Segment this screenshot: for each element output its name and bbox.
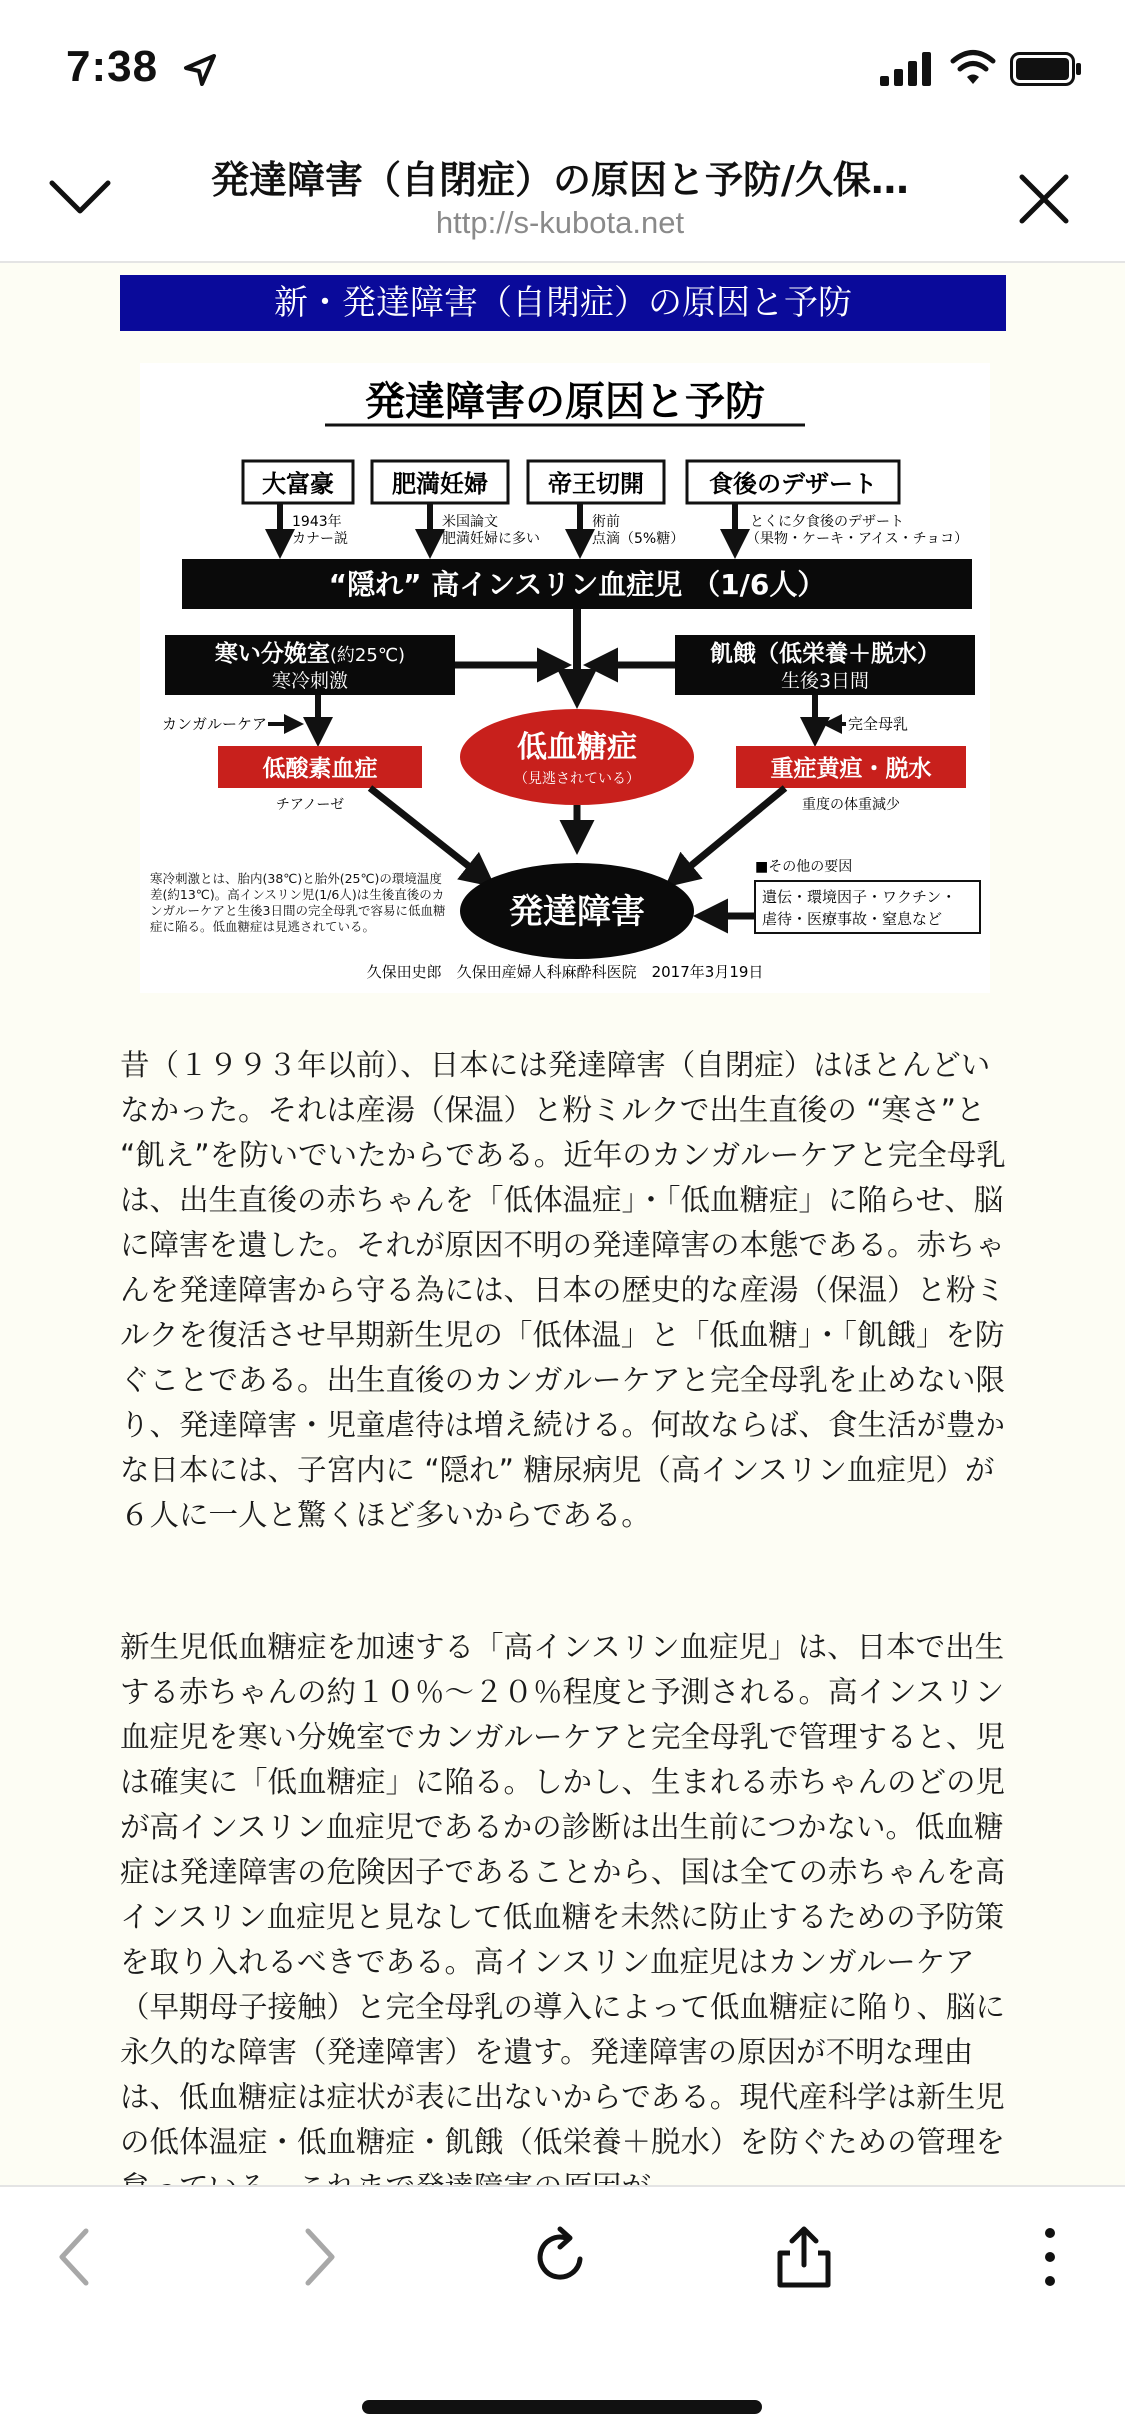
hypoxemia-label: 低酸素血症 bbox=[262, 756, 378, 782]
overlooked-label: （見逃されている） bbox=[514, 771, 640, 787]
starvation-label: 飢餓（低栄養＋脱水） bbox=[710, 641, 940, 667]
hidden-hyperinsulinemia-bar: “隠れ” 高インスリン血症児 （1/6人） bbox=[328, 568, 826, 601]
cyanosis-label: チアノーゼ bbox=[275, 797, 345, 813]
status-bar bbox=[0, 0, 1125, 135]
hypoglycemia-label: 低血糖症 bbox=[517, 730, 637, 765]
share-icon[interactable] bbox=[772, 2225, 836, 2289]
close-icon[interactable] bbox=[1018, 173, 1070, 225]
status-time: 7:38 bbox=[66, 42, 159, 91]
severe-jaundice-label: 重症黄疸・脱水 bbox=[770, 756, 932, 782]
cause-box-dessert: 食後のデザート bbox=[709, 470, 877, 498]
cold-stimulus-label: 寒冷刺激 bbox=[271, 670, 349, 692]
cause-box-obese-mother: 肥満妊婦 bbox=[392, 470, 488, 498]
cold-stimulus-note: 寒冷刺激とは、胎内(38℃)と胎外(25℃)の環境温度差(約13℃)。高インスリン児(1/6人)は生後直後のカンガルーケアと生後3日間の完全母乳で容易に低血糖症に陥る。低血糖症は見逃されている。 bbox=[150, 871, 446, 934]
signal-icon bbox=[880, 52, 932, 86]
home-indicator[interactable] bbox=[362, 2400, 762, 2414]
other-factors-title: ■その他の要因 bbox=[755, 859, 853, 875]
more-icon[interactable] bbox=[1018, 2225, 1082, 2289]
figure-title: 発達障害の原因と予防 bbox=[365, 379, 765, 425]
note-obese: 肥満妊婦に多い bbox=[442, 531, 540, 547]
note-fruit: （果物・ケーキ・アイス・チョコ） bbox=[746, 531, 969, 547]
note-us-paper: 米国論文 bbox=[442, 514, 498, 530]
reload-icon[interactable] bbox=[530, 2225, 594, 2289]
section-banner: 新・発達障害（自閉症）の原因と予防 bbox=[120, 275, 1006, 331]
article-paragraph-1: 昔（１９９３年以前）、日本には発達障害（自閉症）はほとんどいなかった。それは産湯（保温）と粉ミルクで出生直後の “寒さ”と “飢え”を防いでいたからである。近年のカンガルーケアと完全母乳は、出生直後の赤ちゃんを「低体温症」・「低血糖症」に陥らせ、脳に障害を遺した。それが原因不明の発達障害の本態である。赤ちゃんを発達障害から守る為には、日本の歴史的な産湯（保温）と粉ミルクを復活させ早期新生児の「低体温」と「低血糖」・「飢餓」を防ぐことである。出生直後のカンガルーケアと完全母乳を止めない限り、発達障害・児童虐待は増え続ける。何故ならば、食生活が豊かな日本には、子宮内に “隠れ” 糖尿病児（高インスリン血症児）が６人に一人と驚くほど多いからである。 bbox=[120, 1048, 1006, 1532]
chevron-down-icon[interactable] bbox=[48, 175, 112, 219]
battery-icon bbox=[1010, 52, 1082, 86]
weight-loss-label: 重度の体重減少 bbox=[802, 797, 900, 813]
location-arrow-icon bbox=[180, 50, 220, 90]
forward-icon[interactable] bbox=[286, 2225, 350, 2289]
wifi-icon bbox=[950, 48, 996, 86]
exclusive-breastfeeding-label: 完全母乳 bbox=[848, 715, 909, 733]
back-icon[interactable] bbox=[44, 2225, 108, 2289]
developmental-disorder-label: 発達障害 bbox=[509, 892, 645, 932]
browser-header bbox=[0, 135, 1125, 263]
note-1943: 1943年 bbox=[292, 514, 342, 530]
cause-box-wealthy: 大富豪 bbox=[262, 470, 334, 498]
note-drip: 点滴（5%糖） bbox=[592, 531, 685, 547]
note-kanner: カナー説 bbox=[292, 531, 348, 547]
other-factors-line1: 遺伝・環境因子・ワクチン・ bbox=[762, 888, 957, 906]
first-3-days-label: 生後3日間 bbox=[780, 670, 870, 692]
note-preop: 術前 bbox=[592, 514, 620, 530]
cause-box-cesarean: 帝王切開 bbox=[548, 470, 644, 498]
page-title: 発達障害（自閉症）の原因と予防/久保… bbox=[211, 158, 909, 202]
kangaroo-care-label: カンガルーケア bbox=[162, 715, 268, 733]
other-factors-line2: 虐待・医療事故・窒息など bbox=[762, 910, 943, 928]
article-paragraph-2: 新生児低血糖症を加速する「高インスリン血症児」は、日本で出生する赤ちゃんの約１０％～２０％程度と予測される。高インスリン血症児を寒い分娩室でカンガルーケアと完全母乳で管理すると、児は確実に「低血糖症」に陥る。しかし、生まれる赤ちゃんのどの児が高インスリン血症児であるかの診断は出生前につかない。低血糖症は発達障害の危険因子であることから、国は全ての赤ちゃんを高インスリン血症児と見なして低血糖を未然に防止するための予防策を取り入れるべきである。高インスリン血症児はカンガルーケア（早期母子接触）と完全母乳の導入によって低血糖症に陥り、脳に永久的な障害（発達障害）を遺す。発達障害の原因が不明な理由は、低血糖症は症状が表に出ないからである。現代産科学は新生児の低体温症・低血糖症・飢餓（低栄養＋脱水）を防ぐための管理を bbox=[120, 1630, 1006, 2159]
web-content bbox=[0, 263, 1125, 2185]
diagram-figure bbox=[140, 363, 990, 993]
browser-toolbar bbox=[0, 2185, 1125, 2436]
cold-room-label: 寒い分娩室(約25℃) bbox=[214, 641, 406, 667]
note-dessert: とくに夕食後のデザート bbox=[750, 514, 904, 530]
page-url: http://s-kubota.net bbox=[435, 205, 685, 240]
figure-credit: 久保田史郎 久保田産婦人科麻酔科医院 2017年3月19日 bbox=[366, 963, 764, 981]
